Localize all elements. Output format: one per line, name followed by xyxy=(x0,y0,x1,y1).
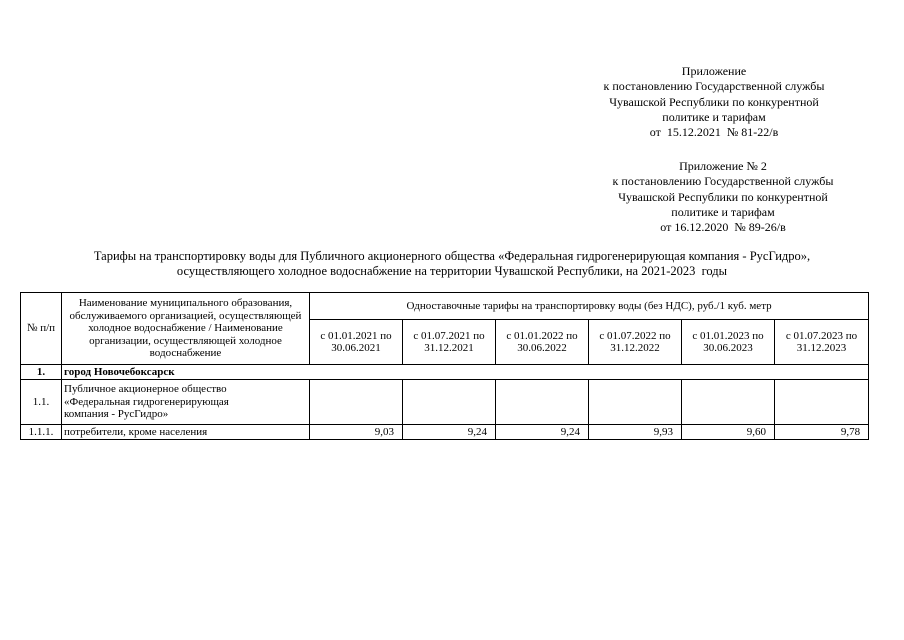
organization-name xyxy=(62,380,310,425)
tariff-value: 9,93 xyxy=(589,425,682,440)
empty-cell xyxy=(496,380,589,425)
organization-name-line: Публичное акционерное общество xyxy=(64,383,227,396)
empty-cell xyxy=(775,380,869,425)
title-line: Тарифы на транспортировку воды для Публичного акционерного общества «Федеральная гидрогенерирующая компания - РусГидро», xyxy=(93,249,811,263)
tariff-value: 9,03 xyxy=(310,425,403,440)
title-line: осуществляющего холодное водоснабжение на территории Чувашской Республики, на 2021-2023 годы xyxy=(176,264,728,278)
row-number: 1.1. xyxy=(21,380,62,425)
header-period: с 01.07.2023 по 31.12.2023 xyxy=(775,320,869,365)
appendix-line: политике и тарифам xyxy=(662,109,766,124)
header-period: с 01.07.2021 по 31.12.2021 xyxy=(403,320,496,365)
table-row xyxy=(21,380,869,425)
appendix-note-previous xyxy=(568,159,878,235)
organization-name-line: компания - РусГидро» xyxy=(64,408,169,421)
empty-cell xyxy=(310,380,403,425)
header-period: с 01.01.2022 по 30.06.2022 xyxy=(496,320,589,365)
appendix-line: политике и тарифам xyxy=(671,204,775,219)
tariff-table xyxy=(20,292,869,440)
appendix-line: Приложение № 2 xyxy=(679,159,767,173)
empty-cell xyxy=(589,380,682,425)
header-period: с 01.01.2023 по 30.06.2023 xyxy=(682,320,775,365)
header-period: с 01.07.2022 по 31.12.2022 xyxy=(589,320,682,365)
tariff-value: 9,24 xyxy=(403,425,496,440)
header-name: Наименование муниципального образования, обслуживаемого организацией, осуществляющей холодное водоснабжение / Наименование организации, осуществляющей холодное водоснабжение xyxy=(62,293,310,365)
appendix-line: Чувашской Республики по конкурентной xyxy=(618,189,828,204)
municipality-name: город Новочебоксарск xyxy=(62,365,869,380)
tariff-value: 9,24 xyxy=(496,425,589,440)
header-tariff-group: Одноставочные тарифы на транспортировку воды (без НДС), руб./1 куб. метр xyxy=(310,293,869,320)
row-number: 1.1.1. xyxy=(21,425,62,440)
tariff-value: 9,60 xyxy=(682,425,775,440)
appendix-line: Чувашской Республики по конкурентной xyxy=(609,94,819,109)
header-number: № п/п xyxy=(21,293,62,365)
appendix-line: от 15.12.2021 № 81-22/в xyxy=(649,125,779,140)
appendix-line: к постановлению Государственной службы xyxy=(603,79,825,94)
appendix-note-current xyxy=(560,64,868,140)
appendix-line: к постановлению Государственной службы xyxy=(612,174,834,189)
organization-name-line: «Федеральная гидрогенерирующая xyxy=(64,395,229,408)
table-row xyxy=(21,365,869,380)
table-row xyxy=(21,425,869,440)
document-title xyxy=(20,249,884,279)
empty-cell xyxy=(403,380,496,425)
row-number: 1. xyxy=(21,365,62,380)
consumer-group: потребители, кроме населения xyxy=(62,425,310,440)
empty-cell xyxy=(682,380,775,425)
tariff-value: 9,78 xyxy=(775,425,869,440)
appendix-line: Приложение xyxy=(681,64,747,78)
header-period: с 01.01.2021 по 30.06.2021 xyxy=(310,320,403,365)
appendix-line: от 16.12.2020 № 89-26/в xyxy=(660,220,786,235)
